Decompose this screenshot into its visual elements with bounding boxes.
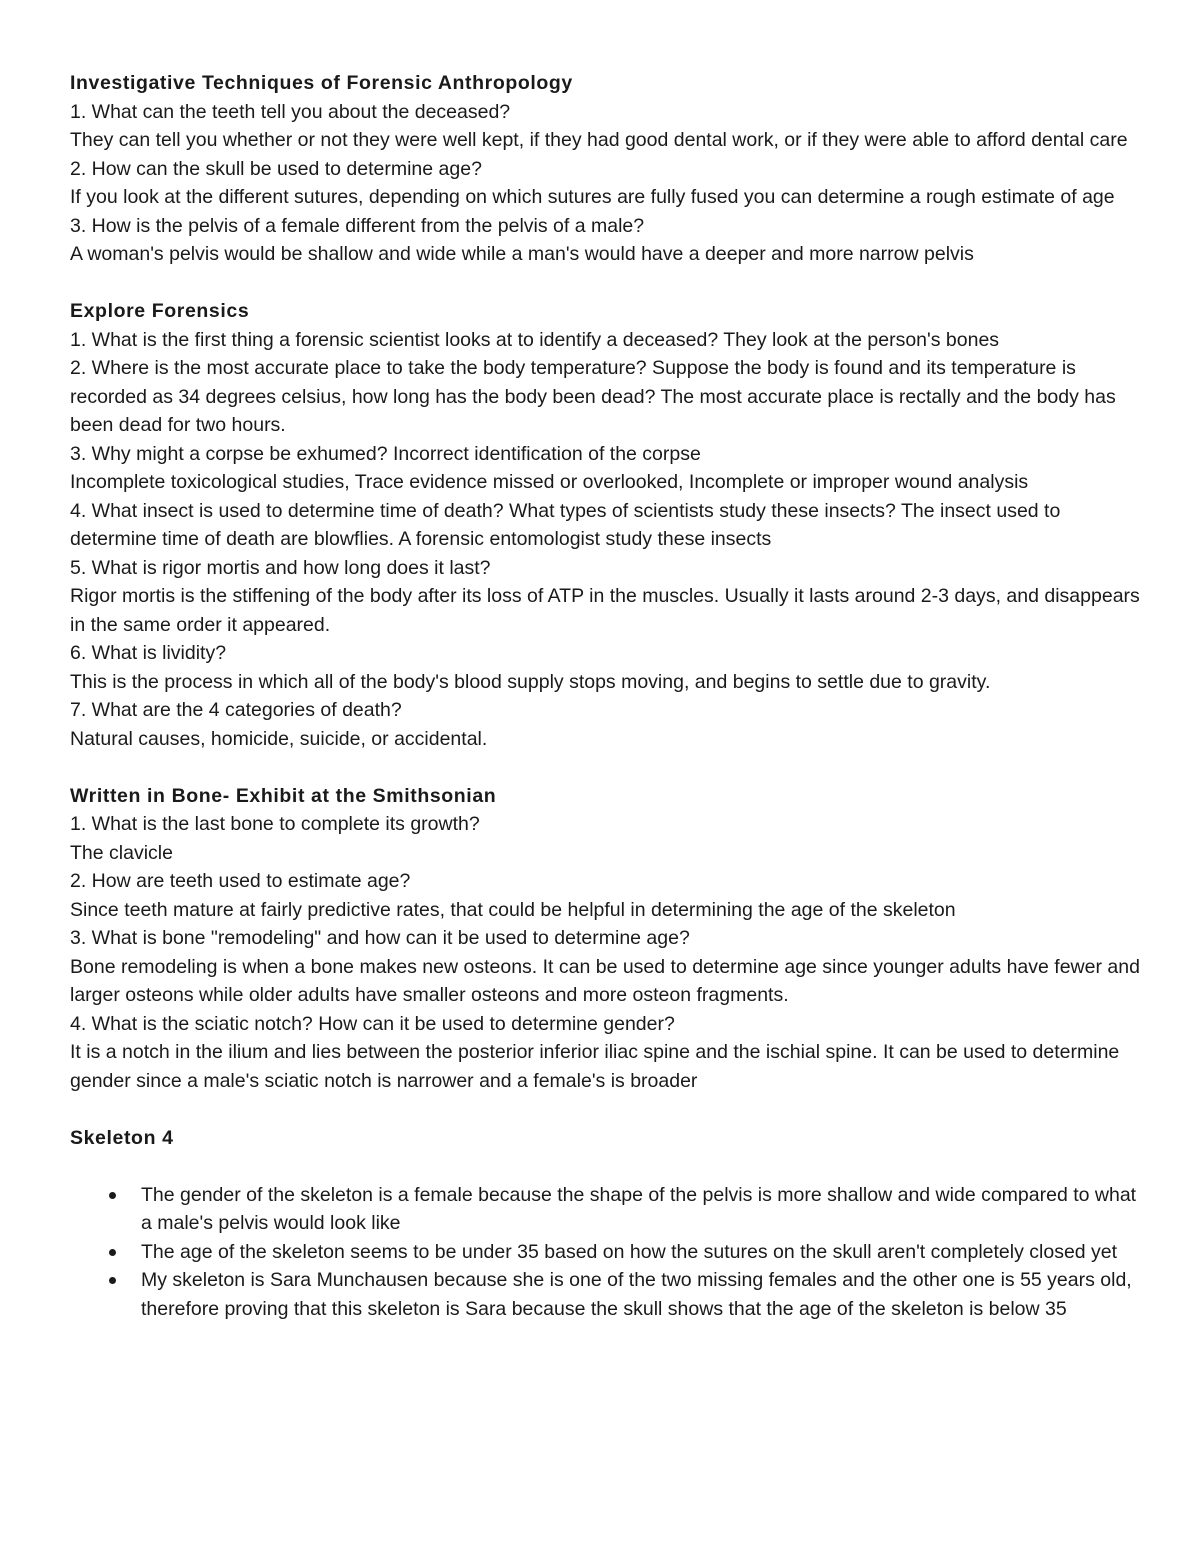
question-line: 4. What is the sciatic notch? How can it be used to determine gender? — [70, 1012, 675, 1035]
answer-line: This is the process in which all of the body's blood supply stops moving, and begins to settle due to gravity. — [70, 670, 991, 693]
question-line: 5. What is rigor mortis and how long does it last? — [70, 556, 491, 579]
question-line: 2. How can the skull be used to determine age? — [70, 157, 482, 180]
bullet-item: The gender of the skeleton is a female because the shape of the pelvis is more shallow and wide compared to what a male's pelvis would look like — [70, 1181, 1145, 1238]
question-answer-line: 2. Where is the most accurate place to take the body temperature? Suppose the body is found and its temperature is recorded as 34 degrees celsius, how long has the body been dead? The most accurate place is rectally and the body has been dead for two hours. — [70, 357, 1116, 436]
question-answer-line: 3. Why might a corpse be exhumed? Incorrect identification of the corpse — [70, 442, 701, 465]
section-heading: Investigative Techniques of Forensic Anthropology — [70, 72, 573, 94]
question-answer-line: 4. What insect is used to determine time of death? What types of scientists study these insects? The insect used to determine time of death are blowflies. A forensic entomologist study these insects — [70, 499, 1061, 550]
answer-line: Incomplete toxicological studies, Trace evidence missed or overlooked, Incomplete or improper wound analysis — [70, 471, 1029, 493]
question-line: 2. How are teeth used to estimate age? — [70, 870, 411, 892]
question-line: 7. What are the 4 categories of death? — [70, 699, 402, 721]
section-explore-forensics — [70, 297, 1145, 753]
question-line: 1. What is the last bone to complete its growth? — [70, 813, 480, 835]
section-written-in-bone — [70, 782, 1145, 1096]
bullet-item: My skeleton is Sara Munchausen because she is one of the two missing females and the other one is 55 years old, therefore proving that this skeleton is Sara because the skull shows that the age of the skeleton is below 35 — [70, 1266, 1145, 1323]
section-skeleton — [70, 1124, 1145, 1324]
answer-line: Since teeth mature at fairly predictive rates, that could be helpful in determining the age of the skeleton — [70, 898, 956, 921]
section-heading: Written in Bone- Exhibit at the Smithsonian — [70, 784, 497, 807]
section-heading: Skeleton 4 — [70, 1126, 174, 1149]
question-line: 6. What is lividity? — [70, 642, 227, 664]
document-page — [70, 69, 1145, 1323]
bullet-item: The age of the skeleton seems to be under 35 based on how the sutures on the skull aren't completely closed yet — [70, 1238, 1145, 1267]
answer-line: A woman's pelvis would be shallow and wide while a man's would have a deeper and more narrow pelvis — [70, 243, 974, 265]
answer-line: The clavicle — [70, 841, 173, 864]
section-heading: Explore Forensics — [70, 300, 250, 322]
question-answer-line: 1. What is the first thing a forensic scientist looks at to identify a deceased? They look at the person's bones — [70, 328, 1000, 351]
answer-line: Bone remodeling is when a bone makes new osteons. It can be used to determine age since younger adults have fewer and larger osteons while older adults have smaller osteons and more osteon fragments. — [70, 955, 1140, 1006]
answer-line: If you look at the different sutures, depending on which sutures are fully fused you can determine a rough estimate of age — [70, 186, 1115, 208]
answer-line: It is a notch in the ilium and lies between the posterior inferior iliac spine and the ischial spine. It can be used to determine gender since a male's sciatic notch is narrower and a female's is broader — [70, 1041, 1120, 1092]
question-line: 3. How is the pelvis of a female different from the pelvis of a male? — [70, 214, 645, 237]
answer-line: Natural causes, homicide, suicide, or accidental. — [70, 727, 488, 750]
bullet-list — [70, 1181, 1145, 1324]
answer-line: They can tell you whether or not they were well kept, if they had good dental work, or if they were able to afford dental care — [70, 129, 1128, 151]
question-line: 3. What is bone "remodeling" and how can it be used to determine age? — [70, 927, 690, 949]
question-line: 1. What can the teeth tell you about the deceased? — [70, 100, 511, 123]
answer-line: Rigor mortis is the stiffening of the body after its loss of ATP in the muscles. Usually it lasts around 2-3 days, and disappears in the same order it appeared. — [70, 585, 1140, 636]
section-forensic-anthropology — [70, 69, 1145, 269]
